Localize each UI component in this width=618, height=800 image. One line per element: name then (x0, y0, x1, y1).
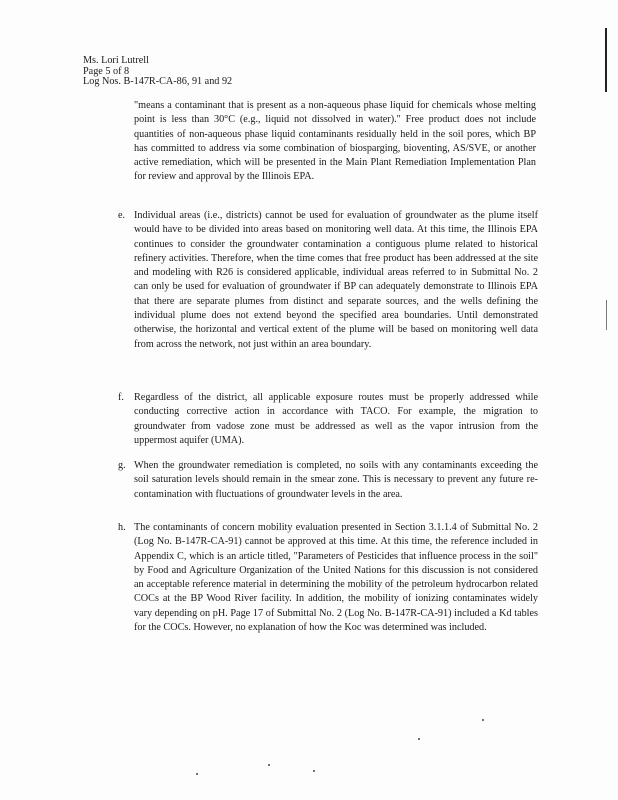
list-item-f (118, 391, 538, 448)
list-item-e (118, 209, 538, 352)
list-item-text: Individual areas (i.e., districts) cannot be used for evaluation of groundwater as the plume itself would have to be divided into areas based on monitoring well data. At this time, the Illinois EPA continues to consider the groundwater contamination a contiguous plume related to historical refinery activities. Therefore, when the time comes that free product has been addressed at the site and modeling with R26 is considered applicable, individual areas referred to in Submittal No. 2 can only be used for evaluation of groundwater if BP can adequately demonstrate to Illinois EPA that there are separate plumes from distinct and separate sources, and the wells defining the individual plume does not extend beyond the specified area boundaries. Until demonstrated otherwise, the horizontal and vertical extent of the plume will be based on monitoring well data from across the network, not just within an area boundary. (134, 210, 538, 350)
log-numbers: Log Nos. B-147R-CA-86, 91 and 92 (83, 76, 233, 88)
scan-speck (418, 738, 420, 740)
letter-header (83, 56, 232, 88)
list-marker: e. (118, 210, 126, 221)
list-marker: f. (118, 392, 124, 403)
scan-speck (196, 773, 198, 775)
scan-speck (268, 764, 270, 766)
page-number: Page 5 of 8 (83, 65, 130, 77)
scan-speck (482, 719, 484, 721)
list-item-text: The contaminants of concern mobility evaluation presented in Section 3.1.1.4 of Submittal No. 2 (Log No. B-147R-CA-91) cannot be approved at this time. At this time, the reference included in Appendix C, which is an article titled, "Parameters of Pesticides that influence process in the soil" by Food and Agriculture Organization of the United Nations for this discussion is not considered an acceptable reference material in determining the mobility of the petroleum hydrocarbon related COCs at the BP Wood River facility. In addition, the mobility of ionizing contaminates widely vary depending on pH. Page 17 of Submittal No. 2 (Log No. B-147R-CA-91) included a Kd tables for the COCs. However, no explanation of how the Koc was determined was included. (134, 522, 538, 634)
list-item-h (118, 521, 538, 635)
list-item-g (118, 459, 538, 502)
scan-edge-mark (606, 300, 607, 330)
list-marker: h. (118, 522, 126, 533)
scan-edge-mark (605, 28, 607, 92)
list-item-text: Regardless of the district, all applicable exposure routes must be properly addressed while conducting corrective action in accordance with TACO. For example, the migration to groundwater from vadose zone must be addressed as well as the vapor intrusion from the uppermost aquifer (UMA). (134, 392, 538, 446)
list-marker: g. (118, 460, 126, 471)
list-item-text: When the groundwater remediation is completed, no soils with any contaminants exceeding the soil saturation levels should remain in the smear zone. This is necessary to prevent any future re-contamination with fluctuations of groundwater levels in the area. (134, 460, 538, 500)
scan-speck (313, 770, 315, 772)
recipient-name: Ms. Lori Lutrell (83, 55, 149, 66)
continued-paragraph: "means a contaminant that is present as a non-aqueous phase liquid for chemicals whose melting point is less than 30°C (e.g., liquid not dissolved in water)." Free product does not include quantities of non-aqueous phase liquid contaminants residually held in the soil pores, which BP has committed to address via some combination of biosparging, bioventing, AS/SVE, or another active remediation, which will be presented in the Main Plant Remediation Implementation Plan for review and approval by the Illinois EPA. (134, 100, 536, 183)
